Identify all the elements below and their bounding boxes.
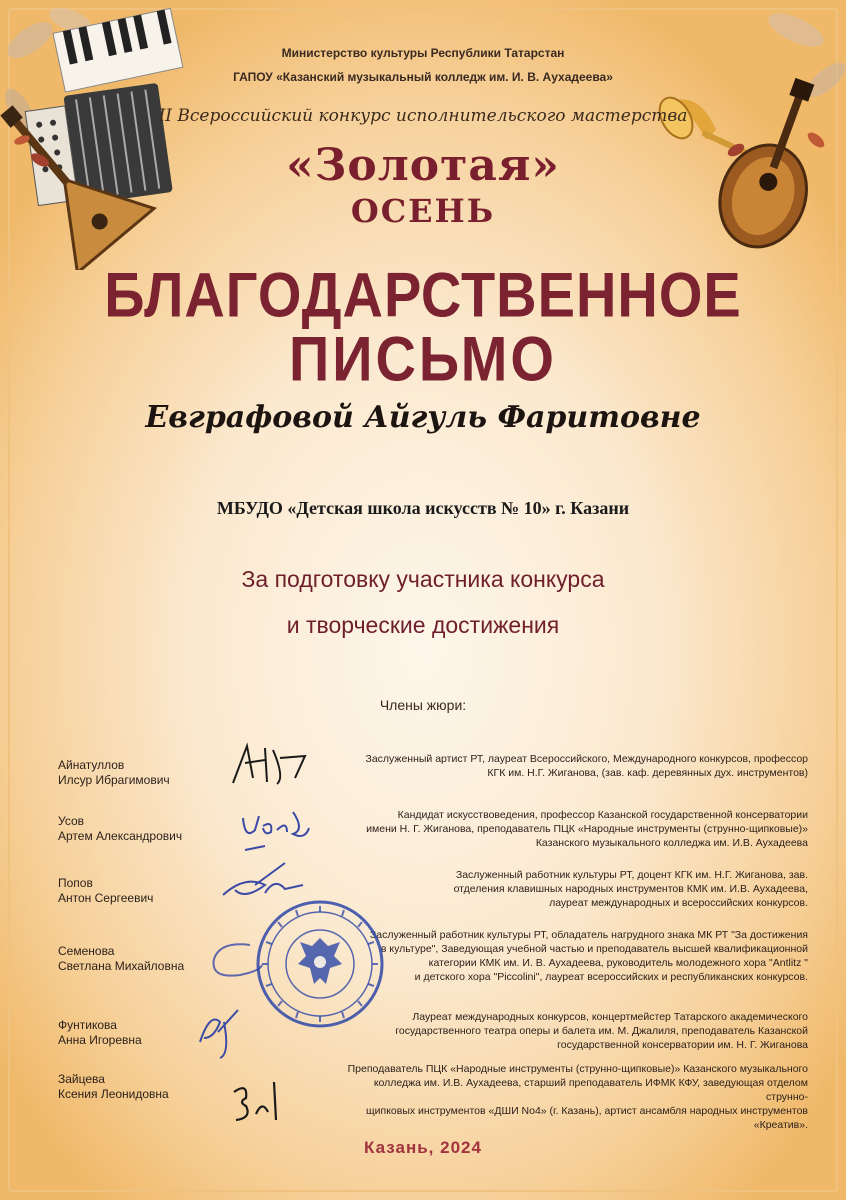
festival-title: «Золотая» [286,140,560,191]
jury-member-description: Заслуженный артист РТ, лауреат Всероссийского, Международного конкурсов, профессор КГК им. Н.Г. Жиганова, (зав. каф. деревянных дух. инструментов) [365,753,808,779]
jury-member-description: Кандидат искусствоведения, профессор Казанской государственной консерватории имени Н. Г. Жиганова, преподаватель ПЦК «Народные инструменты (струнно-щипковые)» Казанского музыкального колледжа им. И.В. Аухадеева [366,809,808,849]
college-name: ГАПОУ «Казанский музыкальный колледж им. И. В. Аухадеева» [233,70,613,84]
signature [235,800,315,860]
jury-member-description: Заслуженный работник культуры РТ, обладатель нагрудного знака МК РТ "За достижения в культуре", Заведующая учебной частью и преподаватель высшей квалификационной категории КМК им. И. В. Аухадеева, руководитель молодежного хора "Antlitz " и детского хора "Piccolini", лауреат всероссийских и республиканских конкурсов. [369,929,808,983]
jury-member-name: Семенова Светлана Михайловна [58,944,185,973]
jury-member [0,1010,846,1070]
jury-member-name: Фунтикова Анна Игоревна [58,1018,142,1047]
jury-member-description: Заслуженный работник культуры РТ, доцент КГК им. Н.Г. Жиганова, зав. отделения клавишных народных инструментов КМК им. И.В. Аухадеева, лауреат международных и всероссийских конкурсов. [453,869,808,909]
signature [190,1002,250,1062]
place-and-year: Казань, 2024 [364,1138,482,1157]
signature [225,738,315,793]
jury-member [0,752,846,812]
jury-member-description: Лауреат международных конкурсов, концертмейстер Татарского академического государственного театра оперы и балета им. М. Джалиля, преподаватель Казанской государственной консерватории им. Н. Г. Жиганова [395,1011,808,1051]
jury-member-name: Айнатуллов Илсур Ибрагимович [58,758,170,787]
jury-member-name: Зайцева Ксения Леонидовна [58,1072,169,1101]
ministry-name: Министерство культуры Республики Татарстан [281,46,565,60]
jury-member-description: Преподаватель ПЦК «Народные инструменты (струнно-щипковые)» Казанского музыкального колледжа им. И.В. Аухадеева, старший преподаватель ИФМК КФУ, заведующая отделом струнно- щипковых инструментов «ДШИ No4» (г. Казань), артист ансамбля народных инструментов «Креатив». [347,1063,808,1131]
school-name: МБУДО «Детская школа искусств № 10» г. Казани [216,498,630,518]
recipient-name: Евграфовой Айгуль Фаритовне [145,400,701,435]
festival-subtitle: ОСЕНЬ [350,192,496,230]
jury-member [0,868,846,928]
jury-member-name: Попов Антон Сергеевич [58,876,154,905]
signature [226,1072,286,1128]
jury-member [0,928,846,988]
jury-member-name: Усов Артем Александрович [58,814,183,843]
document-title: БЛАГОДАРСТВЕННОЕ [104,259,742,330]
award-reason-line2: и творческие достижения [286,612,560,638]
award-reason: За подготовку участника конкурса [241,566,605,592]
competition-name: II Всероссийский конкурс исполнительского мастерства [158,106,688,126]
jury-member [0,808,846,868]
document-title-line2: ПИСЬМО [288,323,557,394]
jury-title: Члены жюри: [379,697,467,713]
jury-member [0,1062,846,1131]
